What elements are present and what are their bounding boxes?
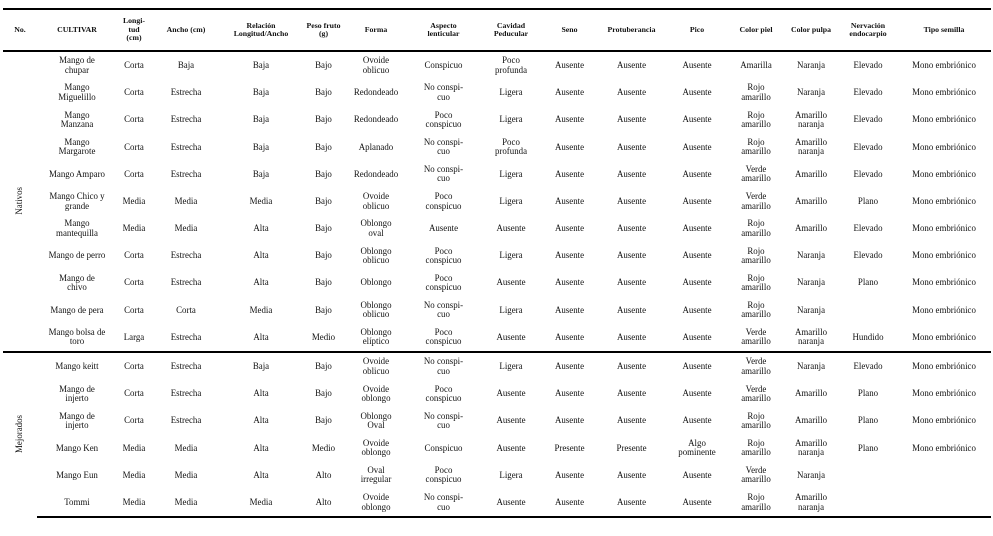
table-row [3,134,991,161]
cell-cultivar: Mango Ken [55,442,99,453]
cell-aspecto: No conspi- cuo [423,410,464,431]
cell-nervacion: Elevado [853,114,883,125]
cell-cultivar: Mango de injerto [59,410,95,431]
table-row [3,215,991,242]
cell-pico: Ausente [682,114,712,125]
cell-seno: Ausente [554,59,585,70]
cell-forma: Aplanado [358,141,394,152]
table-row [3,161,991,188]
cell-relacion: Media [249,195,273,206]
cell-cavidad: Ligera [499,195,523,206]
table-body [3,51,991,517]
cell-tipo-semilla: Mono embriónico [912,195,976,206]
cell-peso: Bajo [315,195,332,206]
cell-color-piel: Rojo amarillo [741,437,771,458]
cell-seno: Presente [554,442,585,453]
cell-nervacion: Plano [857,442,879,453]
cell-tipo-semilla: Mono embriónico [912,168,976,179]
cell-seno: Ausente [554,277,585,288]
cell-forma: Redondeado [353,168,399,179]
cell-tipo-semilla: Mono embriónico [912,331,976,342]
cell-seno: Ausente [554,388,585,399]
cell-forma: Redondeado [353,87,399,98]
cell-seno: Ausente [541,352,598,380]
cell-color-pulpa: Amarillo [794,195,828,206]
cell-peso: Bajo [301,352,346,380]
cell-forma: Ovoide oblicuo [362,55,390,75]
cell-cultivar: Mango Miguelillo [58,82,96,102]
cell-color-piel: Amarilla [740,59,772,70]
group-label [3,51,37,352]
cell-forma: Ovoide oblongo [361,383,391,403]
cell-longitud: Larga [123,331,145,342]
cell-aspecto: Poco conspicuo [425,272,462,293]
cell-tipo-semilla: Mono embriónico [897,352,991,380]
cell-tipo-semilla: Mono embriónico [912,59,976,70]
cell-protuberancia: Ausente [616,388,647,399]
cell-cultivar: Mango Manzana [60,109,94,129]
cell-ancho: Estrecha [170,87,202,98]
cell-pico: Ausente [682,87,712,98]
cell-aspecto: Poco conspicuo [425,245,462,265]
cell-ancho: Estrecha [170,168,202,179]
cell-color-piel: Verde amarillo [741,465,771,485]
cell-forma: Oblongo oval [360,218,392,238]
cell-pico: Ausente [682,469,712,480]
cell-peso: Alto [301,489,346,517]
column-header: Color piel [729,9,783,51]
table-row [3,352,991,380]
cell-tipo-semilla: Mono embriónico [912,388,976,399]
cell-color-pulpa: Naranja [783,352,839,380]
cell-color-piel: Verde amarillo [741,383,771,403]
cell-pico: Ausente [682,331,712,342]
cell-cavidad: Ligera [499,469,523,480]
table-row [3,407,991,434]
cell-color-pulpa: Amarillo [794,415,828,426]
cell-cavidad: Ligera [499,87,523,98]
cell-pico: Ausente [682,250,712,261]
column-header: Forma [346,9,406,51]
column-header: Peso fruto (g) [301,9,346,51]
cell-cavidad: Ausente [496,277,526,288]
cell-nervacion: Elevado [853,59,883,70]
cell-cultivar: Mango Eun [56,469,98,480]
cell-seno: Ausente [554,304,585,315]
cell-cultivar: Mango de chupar [59,55,95,75]
cell-peso: Bajo [315,223,332,234]
cell-color-pulpa: Amarillo naranja [794,109,828,129]
cell-nervacion: Elevado [853,168,883,179]
cell-aspecto: Poco conspicuo [425,383,462,403]
cell-protuberancia: Ausente [616,168,647,179]
cell-ancho: Media [151,489,221,517]
cell-ancho: Estrecha [170,388,202,399]
cell-ancho: Media [174,223,198,234]
cell-nervacion: Elevado [853,223,883,234]
cell-cavidad: Ligera [499,168,523,179]
cell-protuberancia: Ausente [616,114,647,125]
column-header: Relación Longitud/Ancho [221,9,301,51]
cell-longitud: Media [122,442,146,453]
cell-forma: Ovoide oblicuo [362,191,390,211]
cell-ancho: Estrecha [170,415,202,426]
cell-protuberancia: Ausente [598,489,665,517]
cell-aspecto: Ausente [428,223,459,234]
column-header: Color pulpa [783,9,839,51]
cell-protuberancia: Ausente [616,304,647,315]
cell-protuberancia: Ausente [598,352,665,380]
cell-aspecto: Poco conspicuo [425,327,462,347]
table-row [3,242,991,269]
group-label-text: Mejorados [14,414,25,453]
cell-nervacion [839,489,897,517]
cell-aspecto: Poco conspicuo [425,465,462,485]
cell-relacion: Baja [221,352,301,380]
cell-cavidad: Ausente [496,388,526,399]
cell-nervacion: Hundido [852,331,884,342]
cell-longitud: Corta [124,59,144,70]
cell-longitud: Corta [124,250,144,261]
cell-relacion: Alta [253,442,269,453]
cell-longitud: Corta [117,352,151,380]
cell-pico: Ausente [682,388,712,399]
cell-color-piel: Rojo amarillo [729,489,783,517]
column-header: Cavidad Peducular [481,9,541,51]
cell-color-pulpa: Naranja [796,277,826,288]
cell-aspecto: No conspi- cuo [423,136,464,157]
cell-color-pulpa: Amarillo naranja [794,136,828,157]
cell-tipo-semilla: Mono embriónico [912,277,976,288]
cell-ancho: Estrecha [170,250,202,261]
cell-relacion: Baja [252,87,270,98]
cell-nervacion: Plano [857,195,879,206]
cell-longitud: Corta [124,388,144,399]
cell-longitud: Media [122,469,146,480]
cell-relacion: Media [221,489,301,517]
cell-tipo-semilla: Mono embriónico [912,442,976,453]
cell-longitud: Corta [124,168,144,179]
cell-color-piel: Rojo amarillo [741,245,771,265]
cell-ancho: Corta [176,304,196,315]
group-label [3,352,37,517]
cell-seno: Ausente [554,469,585,480]
cell-peso: Bajo [315,415,332,426]
cell-longitud: Media [122,195,146,206]
cell-nervacion: Plano [857,388,879,399]
cell-ancho: Estrecha [170,141,202,152]
cell-cavidad: Ligera [499,304,523,315]
cell-aspecto: Poco conspicuo [425,191,462,211]
cell-peso: Bajo [315,277,332,288]
cell-peso: Bajo [315,114,332,125]
table-row [3,297,991,324]
column-header: Seno [541,9,598,51]
cell-forma: Redondeado [353,114,399,125]
cell-forma: Ovoide oblongo [361,437,391,458]
cell-seno: Ausente [554,87,585,98]
cell-color-piel: Verde amarillo [741,327,771,347]
cell-forma: Oblongo elíptico [360,327,392,347]
cell-pico: Ausente [682,59,712,70]
cell-relacion: Baja [252,141,270,152]
table-row [3,51,991,79]
cell-color-piel: Verde amarillo [741,191,771,211]
cell-cavidad: Poco profunda [494,55,528,75]
cell-cultivar: Mango de perro [48,250,106,261]
table-row [3,435,991,462]
cell-tipo-semilla: Mono embriónico [912,415,976,426]
column-header: No. [3,9,37,51]
cell-forma: Ovoide oblongo [346,489,406,517]
cell-pico: Ausente [665,489,729,517]
column-header: Nervación endocarpio [839,9,897,51]
cell-protuberancia: Ausente [616,87,647,98]
cell-color-pulpa: Naranja [796,250,826,261]
cell-relacion: Alta [253,223,269,234]
cell-aspecto: Poco conspicuo [425,109,462,129]
cell-peso: Bajo [315,304,332,315]
cell-color-piel: Verde amarillo [741,164,771,184]
cell-cultivar: Mango keitt [37,352,117,380]
cell-peso: Alto [315,469,332,480]
cell-longitud: Media [122,223,146,234]
cell-protuberancia: Ausente [616,277,647,288]
column-header: Ancho (cm) [151,9,221,51]
cell-seno: Ausente [554,331,585,342]
cell-longitud: Corta [124,114,144,125]
cell-color-pulpa: Amarillo [794,223,828,234]
column-header: CULTIVAR [37,9,117,51]
cell-pico: Ausente [682,168,712,179]
cell-ancho: Estrecha [170,277,202,288]
cell-color-pulpa: Naranja [796,469,826,480]
mango-characteristics-table [3,8,991,518]
cell-peso: Medio [311,442,336,453]
cell-longitud: Corta [124,304,144,315]
table-row [3,79,991,106]
cell-tipo-semilla: Mono embriónico [912,304,976,315]
cell-cavidad: Ausente [481,489,541,517]
cell-relacion: Media [249,304,273,315]
table-row [3,324,991,352]
cell-ancho: Media [174,442,198,453]
column-header: Longi- tud (cm) [117,9,151,51]
cell-tipo-semilla [897,489,991,517]
cell-cultivar: Mango de injerto [59,383,95,403]
cell-nervacion: Elevado [839,352,897,380]
cell-cultivar: Mango bolsa de toro [48,327,106,347]
cell-ancho: Estrecha [170,331,202,342]
cell-color-piel: Verde amarillo [729,352,783,380]
cell-seno: Ausente [541,489,598,517]
cell-pico: Ausente [682,304,712,315]
cell-nervacion [839,297,897,324]
cell-protuberancia: Ausente [616,250,647,261]
cell-seno: Ausente [554,415,585,426]
cell-color-piel: Rojo amarillo [741,218,771,238]
cell-forma: Oblongo oblicuo [360,245,392,265]
cell-protuberancia: Presente [616,442,647,453]
cell-relacion: Alta [253,331,269,342]
column-header: Pico [665,9,729,51]
cell-protuberancia: Ausente [616,415,647,426]
cell-ancho: Media [174,195,198,206]
cell-color-pulpa: Amarillo [794,168,828,179]
cell-peso: Bajo [315,388,332,399]
cell-ancho: Baja [177,59,195,70]
cell-nervacion: Plano [857,415,879,426]
table-row [3,489,991,517]
table-row [3,106,991,133]
cell-cultivar: Mango Chico y grande [49,191,105,211]
cell-longitud: Corta [124,277,144,288]
cell-cavidad: Ausente [496,415,526,426]
cell-forma: Ovoide oblicuo [346,352,406,380]
cell-aspecto: No conspi- cuo [406,489,481,517]
column-header: Protuberancia [598,9,665,51]
cell-aspecto: No conspi- cuo [406,352,481,380]
cell-relacion: Alta [253,415,269,426]
cell-forma: Oblongo oblicuo [360,299,392,320]
cell-tipo-semilla: Mono embriónico [912,87,976,98]
cell-cultivar: Tommi [37,489,117,517]
cell-color-pulpa: Amarillo naranja [783,489,839,517]
cell-relacion: Baja [252,59,270,70]
cell-cavidad: Ligera [499,114,523,125]
cell-nervacion [839,462,897,489]
cell-protuberancia: Ausente [616,223,647,234]
cell-color-piel: Rojo amarillo [741,136,771,157]
table-row [3,462,991,489]
cell-peso: Bajo [315,250,332,261]
group-label-text: Nativos [14,186,25,215]
cell-color-piel: Rojo amarillo [741,82,771,102]
cell-relacion: Alta [253,469,269,480]
cell-protuberancia: Ausente [616,469,647,480]
cell-peso: Bajo [315,168,332,179]
cell-peso: Medio [311,331,336,342]
cell-aspecto: No conspi- cuo [423,164,464,184]
cell-tipo-semilla: Mono embriónico [912,250,976,261]
cell-color-piel: Rojo amarillo [741,410,771,431]
cell-color-pulpa: Naranja [796,87,826,98]
cell-seno: Ausente [554,141,585,152]
column-header: Tipo semilla [897,9,991,51]
cell-tipo-semilla: Mono embriónico [912,141,976,152]
cell-cultivar: Mango de chivo [59,272,95,293]
cell-cavidad: Ausente [496,442,526,453]
table-row [3,270,991,297]
cell-aspecto: No conspi- cuo [423,299,464,320]
cell-protuberancia: Ausente [616,59,647,70]
cell-cavidad: Poco profunda [494,136,528,157]
cell-color-pulpa: Naranja [796,304,826,315]
cell-cavidad: Ausente [496,331,526,342]
cell-color-piel: Rojo amarillo [741,299,771,320]
cell-aspecto: Conspicuo [424,59,463,70]
cell-color-pulpa: Amarillo [794,388,828,399]
cell-longitud: Corta [124,415,144,426]
cell-seno: Ausente [554,168,585,179]
cell-longitud: Corta [124,87,144,98]
cell-cavidad: Ausente [496,223,526,234]
cell-forma: Oblongo Oval [360,410,392,431]
table-row [3,188,991,215]
cell-nervacion: Plano [857,277,879,288]
cell-cavidad: Ligera [481,352,541,380]
cell-nervacion: Elevado [853,250,883,261]
cell-seno: Ausente [554,250,585,261]
cell-protuberancia: Ausente [616,141,647,152]
cell-cultivar: Mango mantequilla [56,218,98,238]
cell-pico: Ausente [682,415,712,426]
cell-aspecto: No conspi- cuo [423,82,464,102]
cell-cultivar: Mango Amparo [49,168,105,179]
cell-pico: Ausente [682,277,712,288]
cell-tipo-semilla: Mono embriónico [912,223,976,234]
cell-forma: Oval irregular [360,465,392,485]
cell-pico: Ausente [682,223,712,234]
cell-protuberancia: Ausente [616,331,647,342]
cell-cultivar: Mango de pera [50,304,104,315]
cell-ancho: Media [174,469,198,480]
cell-relacion: Alta [253,388,269,399]
cell-relacion: Alta [253,277,269,288]
cell-color-piel: Rojo amarillo [741,109,771,129]
cell-color-pulpa: Amarillo naranja [794,437,828,458]
cell-pico: Ausente [682,141,712,152]
cell-peso: Bajo [315,141,332,152]
cell-seno: Ausente [554,195,585,206]
cell-tipo-semilla [897,462,991,489]
cell-nervacion: Elevado [853,141,883,152]
cell-forma: Oblongo [360,277,392,288]
cell-color-pulpa: Naranja [796,59,826,70]
cell-ancho: Estrecha [170,114,202,125]
cell-color-pulpa: Amarillo naranja [794,327,828,347]
cell-peso: Bajo [315,59,332,70]
header-row [3,9,991,51]
cell-relacion: Baja [252,114,270,125]
cell-tipo-semilla: Mono embriónico [912,114,976,125]
cell-pico: Ausente [665,352,729,380]
cell-protuberancia: Ausente [616,195,647,206]
cell-pico: Algo pominente [678,437,716,458]
cell-longitud: Corta [124,141,144,152]
cell-aspecto: Conspicuo [424,442,463,453]
cell-longitud: Media [117,489,151,517]
cell-color-piel: Rojo amarillo [741,272,771,293]
cell-seno: Ausente [554,223,585,234]
cell-peso: Bajo [315,87,332,98]
cell-seno: Ausente [554,114,585,125]
cell-ancho: Estrecha [151,352,221,380]
cell-relacion: Baja [252,168,270,179]
cell-cultivar: Mango Margarote [58,136,96,157]
column-header: Aspecto lenticular [406,9,481,51]
cell-pico: Ausente [682,195,712,206]
cell-cavidad: Ligera [499,250,523,261]
cell-relacion: Alta [253,250,269,261]
table-row [3,380,991,407]
cell-nervacion: Elevado [853,87,883,98]
